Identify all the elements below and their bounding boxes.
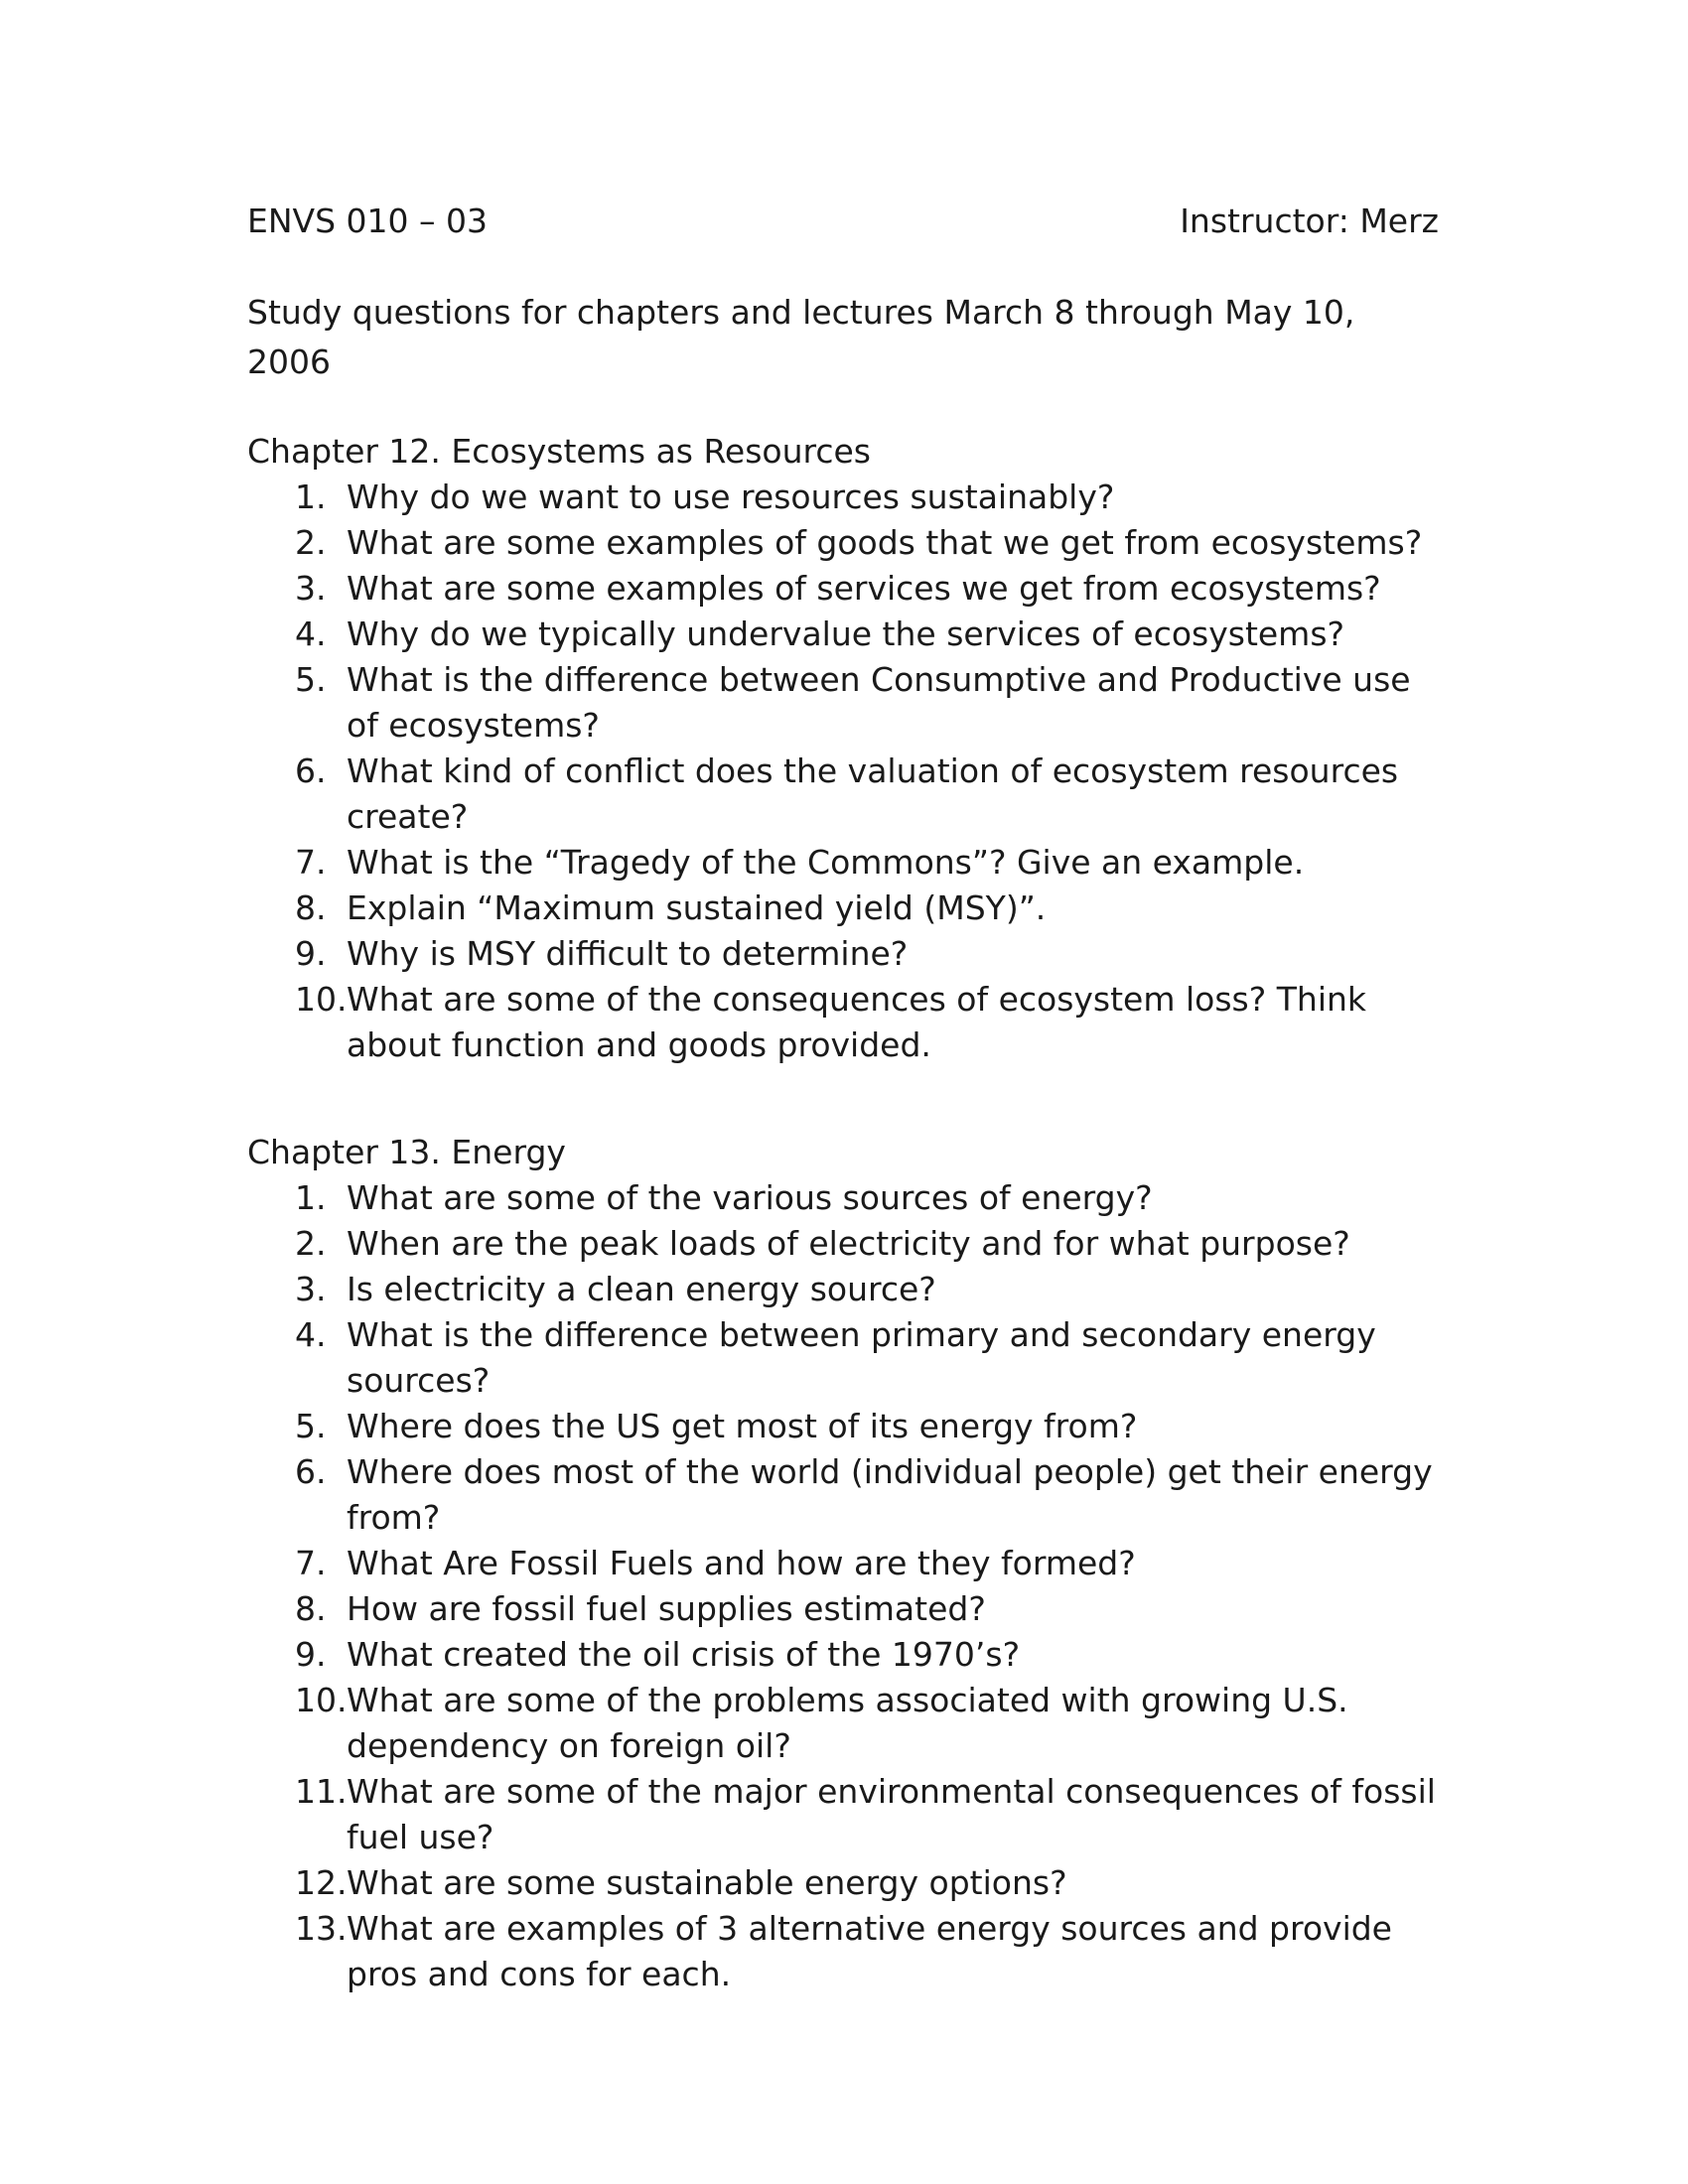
question-number: 13. xyxy=(295,1909,348,1948)
question-item xyxy=(247,840,1439,886)
question-item xyxy=(247,657,1439,749)
question-number: 9. xyxy=(295,1635,327,1674)
question-number: 10. xyxy=(295,980,348,1019)
question-number: 2. xyxy=(295,523,327,562)
chapter-section xyxy=(247,429,1439,1068)
question-text: Why do we want to use resources sustainably? xyxy=(347,478,1115,516)
question-item xyxy=(247,1632,1439,1678)
question-item xyxy=(247,475,1439,520)
question-text: Why do we typically undervalue the services of ecosystems? xyxy=(347,614,1345,653)
question-item xyxy=(247,566,1439,612)
question-text: What kind of conflict does the valuation of ecosystem resources create? xyxy=(347,751,1399,836)
question-number: 10. xyxy=(295,1681,348,1719)
question-text: What is the “Tragedy of the Commons”? Give an example. xyxy=(347,843,1305,882)
question-number: 6. xyxy=(295,1452,327,1491)
question-text: Is electricity a clean energy source? xyxy=(347,1270,936,1308)
question-text: What Are Fossil Fuels and how are they formed? xyxy=(347,1544,1136,1582)
question-item xyxy=(247,886,1439,931)
question-item xyxy=(247,1404,1439,1449)
question-number: 7. xyxy=(295,1544,327,1582)
question-number: 12. xyxy=(295,1863,348,1902)
question-list xyxy=(247,1175,1439,1997)
document-subtitle: Study questions for chapters and lectures March 8 through May 10, 2006 xyxy=(247,293,1355,381)
question-number: 5. xyxy=(295,660,327,699)
question-item xyxy=(247,1678,1439,1769)
chapter-heading: Chapter 12. Ecosystems as Resources xyxy=(247,432,871,471)
question-text: Where does the US get most of its energy from? xyxy=(347,1407,1138,1445)
question-item xyxy=(247,1769,1439,1860)
question-item xyxy=(247,1449,1439,1541)
question-text: What are some of the major environmental consequences of fossil fuel use? xyxy=(347,1772,1436,1856)
question-item xyxy=(247,1906,1439,1997)
question-number: 5. xyxy=(295,1407,327,1445)
question-text: What created the oil crisis of the 1970’s? xyxy=(347,1635,1021,1674)
document-page xyxy=(247,197,1439,1997)
instructor-name: Instructor: Merz xyxy=(1180,202,1439,240)
question-item xyxy=(247,520,1439,566)
question-item xyxy=(247,931,1439,977)
question-number: 3. xyxy=(295,1270,327,1308)
question-text: Why is MSY difficult to determine? xyxy=(347,934,909,973)
question-number: 2. xyxy=(295,1224,327,1263)
question-item xyxy=(247,1312,1439,1404)
chapter-section xyxy=(247,1130,1439,1997)
question-text: Explain “Maximum sustained yield (MSY)”. xyxy=(347,888,1047,927)
question-item xyxy=(247,612,1439,657)
question-text: How are fossil fuel supplies estimated? xyxy=(347,1589,986,1628)
question-text: What are some sustainable energy options? xyxy=(347,1863,1067,1902)
question-text: When are the peak loads of electricity and for what purpose? xyxy=(347,1224,1350,1263)
question-text: What is the difference between primary and secondary energy sources? xyxy=(347,1315,1376,1400)
question-item xyxy=(247,1860,1439,1906)
question-number: 1. xyxy=(295,478,327,516)
question-number: 8. xyxy=(295,1589,327,1628)
question-text: What are some of the problems associated with growing U.S. dependency on foreign oil? xyxy=(347,1681,1348,1765)
question-text: What are examples of 3 alternative energy sources and provide pros and cons for each. xyxy=(347,1909,1392,1993)
question-number: 11. xyxy=(295,1772,348,1811)
question-item xyxy=(247,749,1439,840)
question-item xyxy=(247,1541,1439,1586)
question-number: 9. xyxy=(295,934,327,973)
question-text: What are some examples of services we get from ecosystems? xyxy=(347,569,1381,608)
question-number: 1. xyxy=(295,1178,327,1217)
document-header xyxy=(247,197,1439,246)
question-number: 6. xyxy=(295,751,327,790)
question-number: 7. xyxy=(295,843,327,882)
question-list xyxy=(247,475,1439,1068)
question-number: 4. xyxy=(295,1315,327,1354)
question-text: What are some of the consequences of ecosystem loss? Think about function and goods provided. xyxy=(347,980,1367,1064)
course-code: ENVS 010 – 03 xyxy=(247,202,489,240)
question-text: What are some examples of goods that we get from ecosystems? xyxy=(347,523,1423,562)
question-item xyxy=(247,1267,1439,1312)
question-number: 8. xyxy=(295,888,327,927)
question-item xyxy=(247,1175,1439,1221)
question-text: What are some of the various sources of energy? xyxy=(347,1178,1153,1217)
question-item xyxy=(247,1586,1439,1632)
question-text: What is the difference between Consumptive and Productive use of ecosystems? xyxy=(347,660,1411,745)
question-text: Where does most of the world (individual people) get their energy from? xyxy=(347,1452,1433,1537)
chapter-heading: Chapter 13. Energy xyxy=(247,1133,566,1171)
question-number: 3. xyxy=(295,569,327,608)
question-item xyxy=(247,1221,1439,1267)
question-item xyxy=(247,977,1439,1068)
question-number: 4. xyxy=(295,614,327,653)
